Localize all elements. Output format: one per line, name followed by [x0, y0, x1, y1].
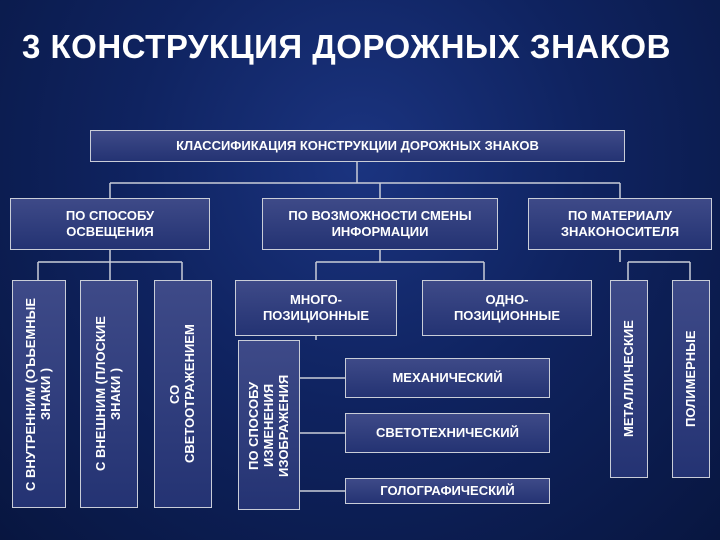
- multi-position-box: [235, 280, 397, 336]
- category-material: [528, 198, 712, 250]
- category-info-change-label: ПО ВОЗМОЖНОСТИ СМЕНЫ ИНФОРМАЦИИ: [288, 208, 472, 239]
- lighting-external-label: С ВНЕШНИМ (ПЛОСКИЕ ЗНАКИ ): [93, 316, 123, 472]
- change-method-box: [238, 340, 300, 510]
- method-holographic: [345, 478, 550, 504]
- root-box: [90, 130, 625, 162]
- lighting-internal: [12, 280, 66, 508]
- material-metal-label: МЕТАЛЛИЧЕСКИЕ: [620, 320, 636, 438]
- category-material-label: ПО МАТЕРИАЛУ ЗНАКОНОСИТЕЛЯ: [560, 208, 680, 239]
- category-lighting-label: ПО СПОСОБУ ОСВЕЩЕНИЯ: [65, 208, 155, 239]
- method-lighting-tech-label: СВЕТОТЕХНИЧЕСКИЙ: [375, 425, 519, 441]
- multi-position-label: МНОГО- ПОЗИЦИОННЫЕ: [262, 292, 370, 323]
- single-position-label: ОДНО- ПОЗИЦИОННЫЕ: [453, 292, 561, 323]
- method-mechanical: [345, 358, 550, 398]
- page-title: 3 КОНСТРУКЦИЯ ДОРОЖНЫХ ЗНАКОВ: [22, 28, 671, 65]
- lighting-reflective-label: СО СВЕТООТРАЖЕНИЕМ: [167, 324, 197, 464]
- single-position-box: [422, 280, 592, 336]
- method-holographic-label: ГОЛОГРАФИЧЕСКИЙ: [380, 483, 515, 499]
- root-label: КЛАССИФИКАЦИЯ КОНСТРУКЦИИ ДОРОЖНЫХ ЗНАКОВ: [176, 138, 539, 154]
- material-metal: [610, 280, 648, 478]
- lighting-reflective: [154, 280, 212, 508]
- lighting-internal-label: С ВНУТРЕННИМ (ОЪЬЕМНЫЕ ЗНАКИ ): [23, 297, 53, 491]
- material-polymer-label: ПОЛИМЕРНЫЕ: [682, 330, 698, 428]
- change-method-label: ПО СПОСОБУ ИЗМЕНЕНИЯ ИЗОБРАЖЕНИЯ: [245, 373, 291, 477]
- material-polymer: [672, 280, 710, 478]
- method-mechanical-label: МЕХАНИЧЕСКИЙ: [392, 370, 503, 386]
- category-lighting: [10, 198, 210, 250]
- method-lighting-tech: [345, 413, 550, 453]
- lighting-external: [80, 280, 138, 508]
- category-info-change: [262, 198, 498, 250]
